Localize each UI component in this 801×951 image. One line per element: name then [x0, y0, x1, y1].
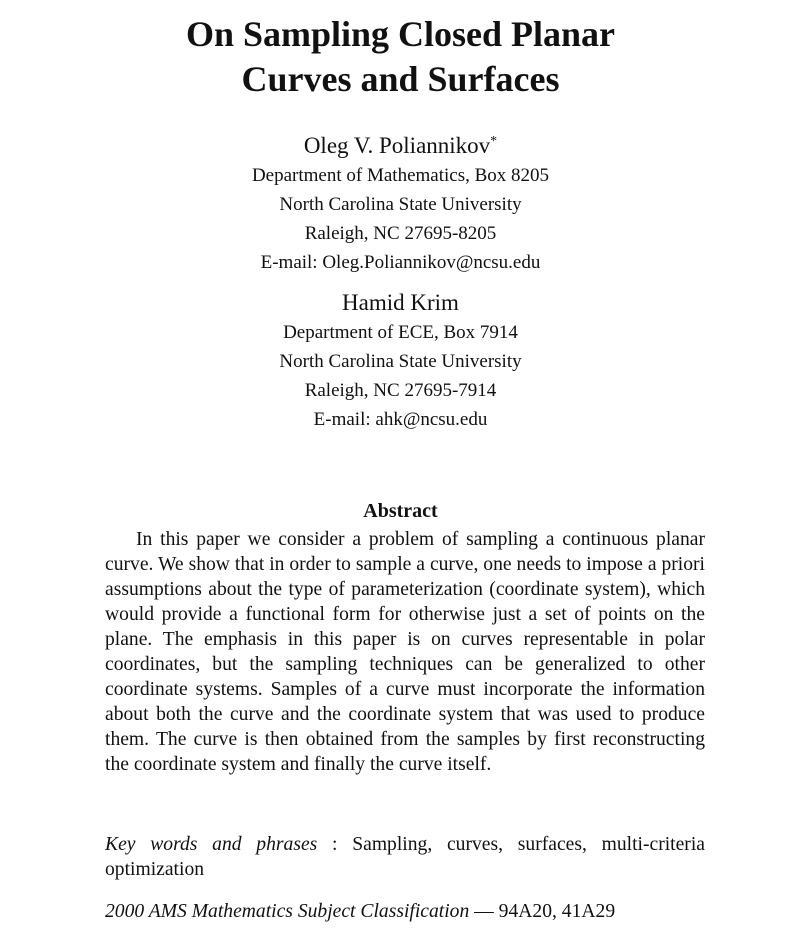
msc-classification	[105, 899, 725, 924]
author-department: Department of Mathematics, Box 8205	[251, 165, 550, 186]
author-city: Raleigh, NC 27695-8205	[304, 223, 497, 244]
title-line-1: On Sampling Closed Planar	[185, 14, 616, 54]
author-email: E-mail: ahk@ncsu.edu	[313, 409, 488, 430]
keywords-label: Key words and phrases	[105, 834, 318, 855]
author-name	[0, 288, 801, 318]
author-university: North Carolina State University	[279, 351, 522, 372]
author-university: North Carolina State University	[279, 194, 522, 215]
footnote-marker: *	[490, 134, 498, 149]
author-city: Raleigh, NC 27695-7914	[304, 380, 497, 401]
abstract-heading: Abstract	[363, 500, 438, 522]
author-name-text: Hamid Krim	[342, 290, 459, 315]
author-department: Department of ECE, Box 7914	[283, 322, 518, 343]
paper-title	[0, 12, 801, 102]
author-block-1	[0, 131, 801, 277]
author-block-2	[0, 288, 801, 434]
msc-codes: 94A20, 41A29	[498, 901, 616, 922]
keywords-text: Sampling, curves, surfaces, multi-criteria optimization	[105, 834, 705, 880]
author-name-text: Oleg V. Poliannikov	[303, 133, 491, 158]
author-email: E-mail: Oleg.Poliannikov@ncsu.edu	[260, 252, 541, 273]
author-name	[0, 131, 801, 161]
msc-label: 2000 AMS Mathematics Subject Classification	[105, 901, 470, 922]
abstract-body: In this paper we consider a problem of sampling a continuous planar curve. We show that in order to sample a curve, one needs to impose a priori assumptions about the type of parameterization (coordinate system), which would provide a functional form for otherwise just a set of points on the plane. The emphasis in this paper is on curves representable in polar coordinates, but the sampling techniques can be generalized to other coordinate systems. Samples of a curve must incorporate the information about both the curve and the coordinate system that was used to produce them. The curve is then obtained from the samples by first reconstructing the coordinate system and finally the curve itself.	[105, 529, 705, 775]
title-line-2: Curves and Surfaces	[241, 59, 560, 99]
keywords-separator: :	[317, 834, 353, 855]
msc-separator: —	[469, 901, 499, 922]
keywords	[105, 832, 705, 882]
